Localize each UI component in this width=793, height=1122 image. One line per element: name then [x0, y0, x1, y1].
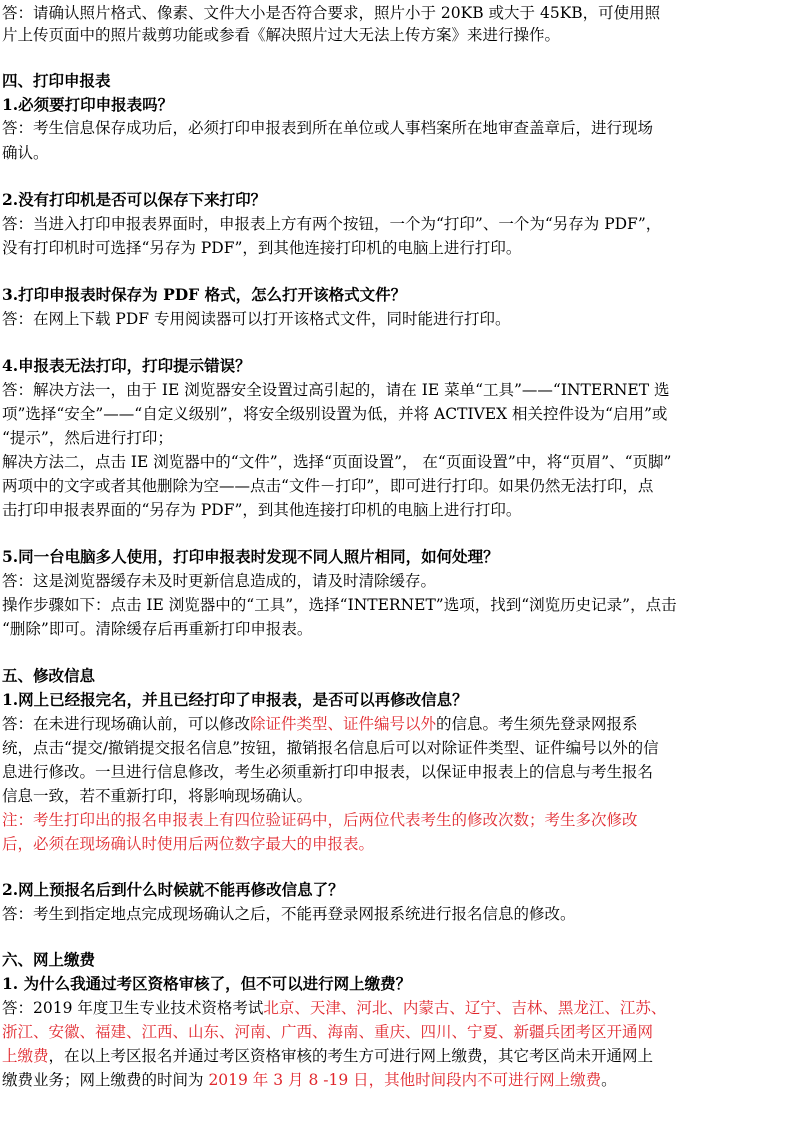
answer-text: 答：请确认照片格式、像素、文件大小是否符合要求，照片小于 20KB 或大于 45KB，可使用照: [2, 4, 661, 22]
answer-text: 的信息。考生须先登录网报系: [436, 715, 638, 733]
question-heading: 1.必须要打印申报表吗？: [2, 95, 174, 114]
highlight-text: 2019 年 3 月 8 -19 日，其他时间段内不可进行网上缴费: [208, 1071, 602, 1089]
section-heading: 四、打印申报表: [2, 71, 111, 90]
question-heading: 2.没有打印机是否可以保存下来打印？: [2, 190, 267, 209]
answer-text: 答：在未进行现场确认前，可以修改: [2, 715, 251, 733]
answer-text: 确认。: [2, 144, 49, 162]
highlight-text: 北京、天津、河北、内蒙古、辽宁、吉林、黑龙江、江苏、: [263, 999, 667, 1017]
highlight-text: 浙江、安徽、福建、江西、山东、河南、广西、海南、重庆、四川、宁夏、新疆兵团考区开通网: [2, 1023, 654, 1041]
highlight-text: 上缴费: [2, 1047, 49, 1065]
answer-text: 统，点击“提交/撤销提交报名信息”按钮，撤销报名信息后可以对除证件类型、证件编号以外的信: [2, 739, 659, 757]
answer-text: [2, 1069, 789, 1091]
answer-text: [2, 997, 789, 1019]
answer-text: 击打印申报表界面的“另存为 PDF”，到其他连接打印机的电脑上进行打印。: [2, 501, 522, 519]
answer-text: 操作步骤如下：点击 IE 浏览器中的“工具”，选择“INTERNET”选项，找到“浏览历史记录”，点击: [2, 596, 677, 614]
answer-text: 。: [601, 1071, 617, 1089]
question-heading: 2.网上预报名后到什么时候就不能再修改信息了？: [2, 880, 344, 899]
question-heading: 3.打印申报表时保存为 PDF 格式，怎么打开该格式文件？: [2, 285, 407, 304]
answer-text: 答：考生到指定地点完成现场确认之后，不能再登录网报系统进行报名信息的修改。: [2, 905, 576, 923]
question-heading: 4.申报表无法打印，打印提示错误？: [2, 356, 251, 375]
answer-text: 答：解决方法一，由于 IE 浏览器安全设置过高引起的，请在 IE 菜单“工具”——“INTERNET 选: [2, 381, 670, 399]
answer-text: [2, 1045, 789, 1067]
question-heading: 1.网上已经报完名，并且已经打印了申报表，是否可以再修改信息？: [2, 690, 468, 709]
answer-text: [2, 713, 789, 735]
answer-text: 没有打印机时可选择“另存为 PDF”，到其他连接打印机的电脑上进行打印。: [2, 239, 522, 257]
highlight-text: 除证件类型、证件编号以外: [250, 715, 437, 733]
answer-text: 信息一致，若不重新打印，将影响现场确认。: [2, 787, 313, 805]
answer-text: 息进行修改。一旦进行信息修改，考生必须重新打印申报表，以保证申报表上的信息与考生报名: [2, 763, 654, 781]
answer-text: 解决方法二，点击 IE 浏览器中的“文件”，选择“页面设置”， 在“页面设置”中，将“页眉”、“页脚”: [2, 453, 672, 471]
answer-text: 答：这是浏览器缓存未及时更新信息造成的，请及时清除缓存。: [2, 572, 437, 590]
answer-text: 项”选择“安全”——“自定义级别”，将安全级别设置为低，并将 ACTIVEX 相关控件设为“启用”或: [2, 405, 668, 423]
answer-text: 答：考生信息保存成功后，必须打印申报表到所在单位或人事档案所在地审查盖章后，进行现场: [2, 119, 654, 137]
answer-text: 答：在网上下载 PDF 专用阅读器可以打开该格式文件，同时能进行打印。: [2, 310, 511, 328]
answer-text: 缴费业务；网上缴费的时间为: [2, 1071, 209, 1089]
note-text: 后，必须在现场确认时使用后两位数字最大的申报表。: [2, 835, 375, 853]
answer-text: “提示”，然后进行打印；: [2, 429, 173, 447]
section-heading: 六、网上缴费: [2, 950, 96, 969]
question-heading: 1. 为什么我通过考区资格审核了，但不可以进行网上缴费？: [2, 974, 412, 993]
answer-text: “删除”即可。清除缓存后再重新打印申报表。: [2, 620, 313, 638]
question-heading: 5.同一台电脑多人使用，打印申报表时发现不同人照片相同，如何处理？: [2, 547, 499, 566]
answer-text: 片上传页面中的照片裁剪功能或参看《解决照片过大无法上传方案》来进行操作。: [2, 26, 561, 44]
note-text: 注：考生打印出的报名申报表上有四位验证码中，后两位代表考生的修改次数；考生多次修改: [2, 811, 638, 829]
answer-text: ，在以上考区报名并通过考区资格审核的考生方可进行网上缴费，其它考区尚未开通网上: [48, 1047, 654, 1065]
answer-text: 两项中的文字或者其他删除为空——点击“文件－打印”，即可进行打印。如果仍然无法打印，点: [2, 477, 654, 495]
answer-text: 答：2019 年度卫生专业技术资格考试: [2, 999, 264, 1017]
answer-text: 答：当进入打印申报表界面时，申报表上方有两个按钮，一个为“打印”、一个为“另存为 PDF”，: [2, 215, 662, 233]
section-heading: 五、修改信息: [2, 666, 96, 685]
